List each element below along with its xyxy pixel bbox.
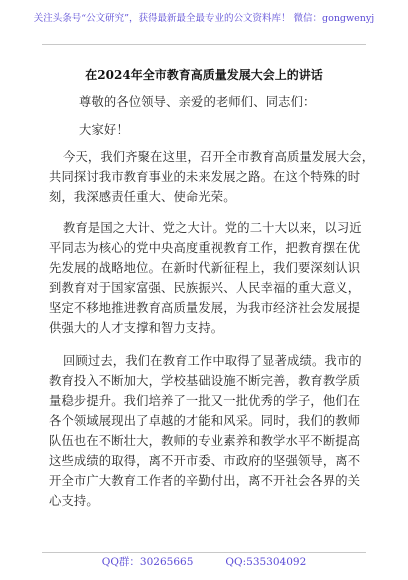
- paragraph-line: 平同志为核心的党中央高度重视教育工作，把教育摆在优: [49, 241, 361, 255]
- paragraph-line: 心支持。: [49, 494, 99, 508]
- paragraph-line: 坚定不移地推进教育高质量发展，为我市经济社会发展提: [49, 301, 361, 315]
- header-promo-note: 关注头条号“公文研究”，获得最新最全最专业的公文资料库！ 微信：gongwenyj: [33, 13, 375, 24]
- paragraph-1: [49, 147, 375, 207]
- paragraph-line: 先发展的战略地位。在新时代新征程上，我们要深刻认识: [49, 261, 361, 275]
- paragraph-2: [49, 218, 363, 338]
- salutation-block: [59, 92, 359, 112]
- footer-qq: QQ:535304092: [225, 556, 307, 568]
- paragraph-line: 到教育对于国家富强、民族振兴、人民幸福的重大意义，: [49, 281, 361, 295]
- paragraph-line: 供强大的人才支撑和智力支持。: [49, 321, 224, 335]
- paragraph-3: [49, 351, 363, 511]
- paragraph-line: 刻，我深感责任重大、使命光荣。: [49, 190, 236, 204]
- salutation-line: 尊敬的各位领导、亲爱的老师们、同志们：: [79, 95, 316, 109]
- paragraph-line: 教育是国之大计、党之大计。党的二十大以来，以习近: [63, 221, 362, 235]
- paragraph-line: 各个领域展现出了卓越的才能和风采。同时，我们的教师: [49, 414, 361, 428]
- paragraph-line: 共同探讨我市教育事业的未来发展之路。在这个特殊的时: [49, 170, 361, 184]
- greeting-line: 大家好！: [79, 123, 129, 137]
- document-title: 在2024年全市教育高质量发展大会上的讲话: [85, 68, 323, 82]
- paragraph-line: 量稳步提升。我们培养了一批又一批优秀的学子，他们在: [49, 394, 361, 408]
- paragraph-line: 队伍也在不断壮大，教师的专业素养和教学水平不断提高: [49, 434, 361, 448]
- header-divider: [42, 44, 366, 45]
- paragraph-line: 今天，我们齐聚在这里，召开全市教育高质量发展大会，: [63, 150, 375, 164]
- footer-contact: [0, 555, 408, 569]
- greeting-block: [59, 120, 359, 140]
- footer-divider: [42, 552, 366, 553]
- paragraph-line: 回顾过去，我们在教育工作中取得了显著成绩。我市的: [63, 354, 362, 368]
- footer-qq-group: QQ群：30265665: [101, 556, 194, 568]
- paragraph-line: 这些成绩的取得，离不开市委、市政府的坚强领导，离不: [49, 454, 361, 468]
- paragraph-line: 教育投入不断加大，学校基础设施不断完善，教育教学质: [49, 374, 361, 388]
- paragraph-line: 开全市广大教育工作者的辛勤付出，离不开社会各界的关: [49, 474, 361, 488]
